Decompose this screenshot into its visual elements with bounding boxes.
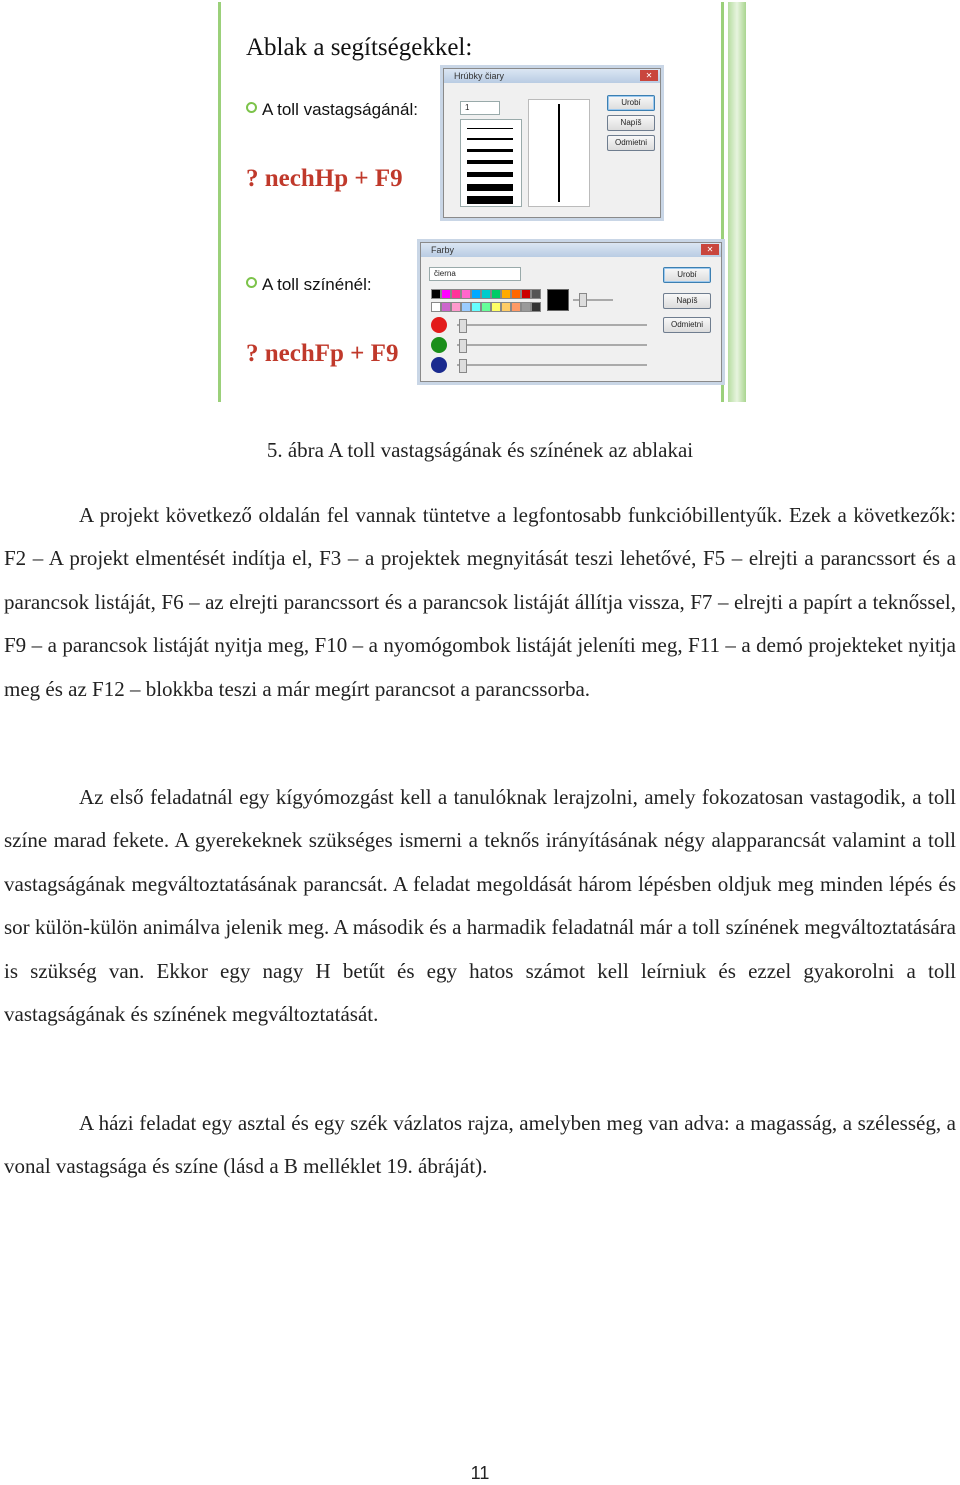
ok-button[interactable]: Urobí [663,267,711,283]
color-swatch[interactable] [501,289,511,299]
bullet-item [246,100,418,120]
color-swatch[interactable] [511,302,521,312]
color-swatch[interactable] [511,289,521,299]
width-option[interactable] [467,149,513,152]
page-number: 11 [470,1463,490,1483]
preview-line [558,104,560,202]
color-swatch[interactable] [481,289,491,299]
rgb-sliders [431,317,651,377]
color-swatch[interactable] [471,302,481,312]
width-preview [528,99,590,207]
width-option[interactable] [467,184,513,191]
cancel-button[interactable]: Odmietni [663,317,711,333]
apply-button[interactable]: Napíš [607,115,655,131]
width-option[interactable] [467,172,513,177]
close-icon[interactable]: ✕ [640,70,658,81]
bullet-icon [246,277,257,288]
color-swatch[interactable] [451,289,461,299]
pen-width-dialog [443,68,661,218]
body-paragraph: Az első feladatnál egy kígyómozgást kell a tanulóknak lerajzolni, amely fokozatosan vastagodik, a toll színe marad fekete. A gyerekeknek szükséges ismerni a teknős irányításának négy alapparancsát valamint a toll vastagságának megváltoztatásának parancsát. A feladat megoldását három lépésben oldjuk meg minden lépés és sor külön-külön animálva jelenik meg. A második és a harmadik feladatnál már a toll színének megváltoztatására is szükség van. Ekkor egy nagy H betűt és egy hatos számot kell leírniuk és ezzel gyakorolni a toll vastagságának és színének megváltoztatását. [4,785,956,1027]
dialog-title: Farby [431,245,455,255]
color-swatch[interactable] [471,289,481,299]
figure-heading: Ablak a segítségekkel: [246,34,473,61]
close-icon[interactable]: ✕ [701,244,719,255]
figure-panel [218,2,748,402]
decorative-bar [728,2,746,402]
width-option[interactable] [467,128,513,129]
bullet-icon [246,102,257,113]
slider-thumb[interactable] [459,359,467,373]
slider-thumb[interactable] [459,319,467,333]
command-code: ? nechFp + F9 [246,340,399,367]
bullet-label: A toll színénél: [262,275,372,294]
width-input[interactable]: 1 [460,101,500,115]
color-swatch[interactable] [521,289,531,299]
width-option[interactable] [467,160,513,164]
body-paragraph: A házi feladat egy asztal és egy szék vázlatos rajza, amelyben meg van adva: a magasság, a szélesség, a vonal vastagsága és színe (lásd a B melléklet 19. ábráját). [4,1111,956,1179]
channel-slider[interactable] [457,324,647,326]
color-swatch[interactable] [441,302,451,312]
color-swatch[interactable] [491,302,501,312]
width-option[interactable] [467,196,513,204]
body-paragraph: A projekt következő oldalán fel vannak tüntetve a legfontosabb funkcióbillentyűk. Ezek a következők: F2 – A projekt elmentését indítja el, F3 – a projektek megnyitását teszi lehetővé, F5 – elrejti a parancssort és a parancsok listáját, F6 – az elrejti parancssort és a parancsok listáját állítja vissza, F7 – elrejti a papírt a teknőssel, F9 – a parancsok listáját nyitja meg, F10 – a nyomógombok listáját jeleníti meg, F11 – a demó projekteket nyitja meg és az F12 – blokkba teszi a már megírt parancsot a parancssorba. [4,503,956,701]
channel-slider[interactable] [457,344,647,346]
cancel-button[interactable]: Odmietni [607,135,655,151]
color-swatch[interactable] [461,302,471,312]
color-swatch[interactable] [531,302,541,312]
channel-color-icon [431,357,447,373]
color-dialog [420,242,722,382]
color-swatch[interactable] [531,289,541,299]
selected-color-swatch [547,289,569,311]
figure-caption: 5. ábra A toll vastagságának és színének az ablakai [266,438,694,462]
color-swatch[interactable] [521,302,531,312]
channel-color-icon [431,317,447,333]
color-swatch[interactable] [491,289,501,299]
color-palette[interactable] [431,289,551,315]
slider-thumb[interactable] [579,293,587,307]
dialog-title: Hrúbky čiary [454,71,505,81]
color-swatch[interactable] [501,302,511,312]
width-option[interactable] [467,138,513,140]
color-swatch[interactable] [441,289,451,299]
decorative-bar [218,2,221,402]
channel-color-icon [431,337,447,353]
color-swatch[interactable] [451,302,461,312]
apply-button[interactable]: Napíš [663,293,711,309]
color-swatch[interactable] [461,289,471,299]
channel-slider[interactable] [457,364,647,366]
color-name-input[interactable]: čierna [429,267,521,281]
bullet-label: A toll vastagságánál: [262,100,418,119]
ok-button[interactable]: Urobí [607,95,655,111]
command-code: ? nechHp + F9 [246,165,403,192]
dialog-titlebar [421,243,721,257]
color-swatch[interactable] [431,302,441,312]
color-swatch[interactable] [481,302,491,312]
color-swatch[interactable] [431,289,441,299]
bullet-item [246,275,372,295]
width-list[interactable] [460,119,522,207]
slider-thumb[interactable] [459,339,467,353]
dialog-titlebar [444,69,660,83]
